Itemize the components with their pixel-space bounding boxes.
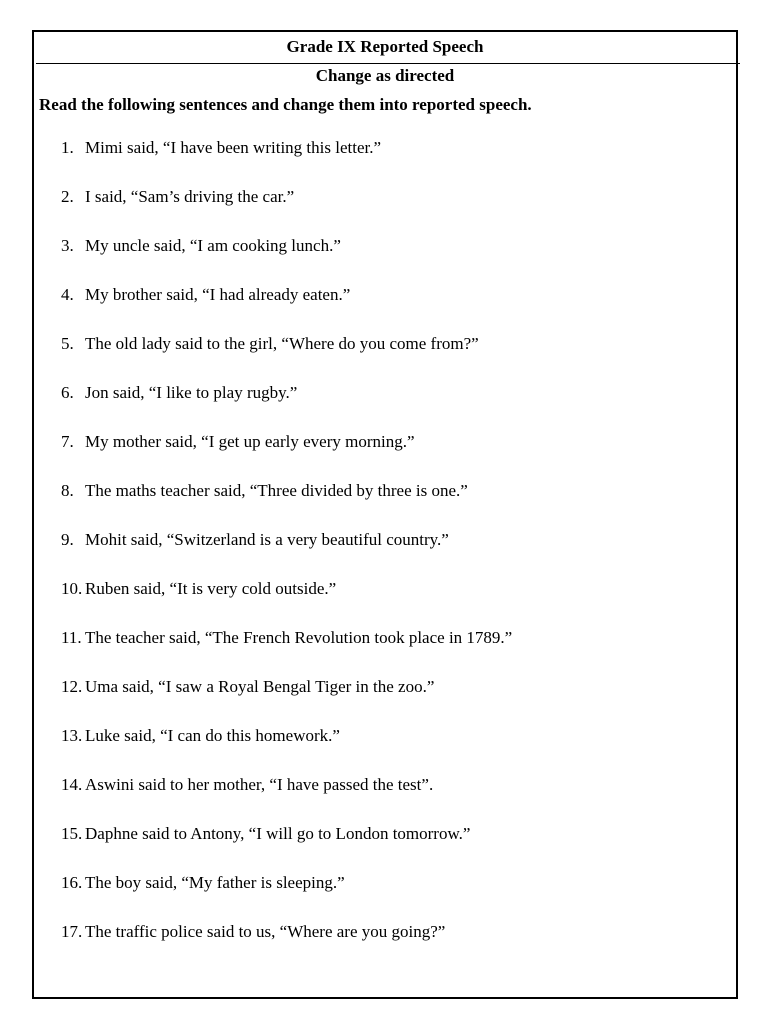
question-text: The traffic police said to us, “Where are you going?” bbox=[85, 922, 446, 941]
question-text: Daphne said to Antony, “I will go to London tomorrow.” bbox=[85, 824, 471, 843]
question-text: The teacher said, “The French Revolution took place in 1789.” bbox=[85, 628, 513, 647]
worksheet-frame bbox=[32, 30, 738, 999]
question-text: I said, “Sam’s driving the car.” bbox=[85, 187, 295, 206]
question-number: 17. bbox=[61, 922, 83, 941]
question-text: The boy said, “My father is sleeping.” bbox=[85, 873, 345, 892]
question-item bbox=[34, 726, 736, 775]
worksheet-subtitle: Change as directed bbox=[315, 66, 455, 85]
question-item bbox=[34, 383, 736, 432]
question-item bbox=[34, 628, 736, 677]
question-number: 6. bbox=[61, 383, 74, 402]
question-number: 11. bbox=[61, 628, 82, 647]
question-number: 16. bbox=[61, 873, 83, 892]
question-number: 12. bbox=[61, 677, 83, 696]
question-number: 5. bbox=[61, 334, 74, 353]
question-number: 10. bbox=[61, 579, 83, 598]
question-text: Jon said, “I like to play rugby.” bbox=[85, 383, 298, 402]
question-text: The maths teacher said, “Three divided by three is one.” bbox=[85, 481, 468, 500]
question-item bbox=[34, 138, 736, 187]
question-text: My mother said, “I get up early every morning.” bbox=[85, 432, 415, 451]
question-item bbox=[34, 824, 736, 873]
question-number: 13. bbox=[61, 726, 83, 745]
worksheet-instruction: Read the following sentences and change them into reported speech. bbox=[39, 95, 532, 114]
question-list bbox=[34, 138, 736, 971]
question-item bbox=[34, 285, 736, 334]
question-number: 1. bbox=[61, 138, 74, 157]
question-item bbox=[34, 530, 736, 579]
question-number: 7. bbox=[61, 432, 74, 451]
question-item bbox=[34, 236, 736, 285]
question-text: Mohit said, “Switzerland is a very beautiful country.” bbox=[85, 530, 449, 549]
question-item bbox=[34, 579, 736, 628]
question-text: Aswini said to her mother, “I have passed the test”. bbox=[85, 775, 434, 794]
question-number: 14. bbox=[61, 775, 83, 794]
question-text: Mimi said, “I have been writing this letter.” bbox=[85, 138, 382, 157]
question-item bbox=[34, 481, 736, 530]
question-text: My brother said, “I had already eaten.” bbox=[85, 285, 351, 304]
question-number: 3. bbox=[61, 236, 74, 255]
question-item bbox=[34, 334, 736, 383]
question-number: 4. bbox=[61, 285, 74, 304]
worksheet-title: Grade IX Reported Speech bbox=[286, 37, 484, 56]
question-item bbox=[34, 677, 736, 726]
question-item bbox=[34, 432, 736, 481]
title-divider bbox=[36, 63, 740, 64]
question-item bbox=[34, 873, 736, 922]
question-item bbox=[34, 922, 736, 971]
question-text: Ruben said, “It is very cold outside.” bbox=[85, 579, 337, 598]
question-text: The old lady said to the girl, “Where do you come from?” bbox=[85, 334, 479, 353]
question-number: 15. bbox=[61, 824, 83, 843]
question-text: Uma said, “I saw a Royal Bengal Tiger in the zoo.” bbox=[85, 677, 435, 696]
question-text: Luke said, “I can do this homework.” bbox=[85, 726, 340, 745]
question-item bbox=[34, 775, 736, 824]
question-item bbox=[34, 187, 736, 236]
question-text: My uncle said, “I am cooking lunch.” bbox=[85, 236, 341, 255]
question-number: 9. bbox=[61, 530, 74, 549]
question-number: 8. bbox=[61, 481, 74, 500]
question-number: 2. bbox=[61, 187, 74, 206]
